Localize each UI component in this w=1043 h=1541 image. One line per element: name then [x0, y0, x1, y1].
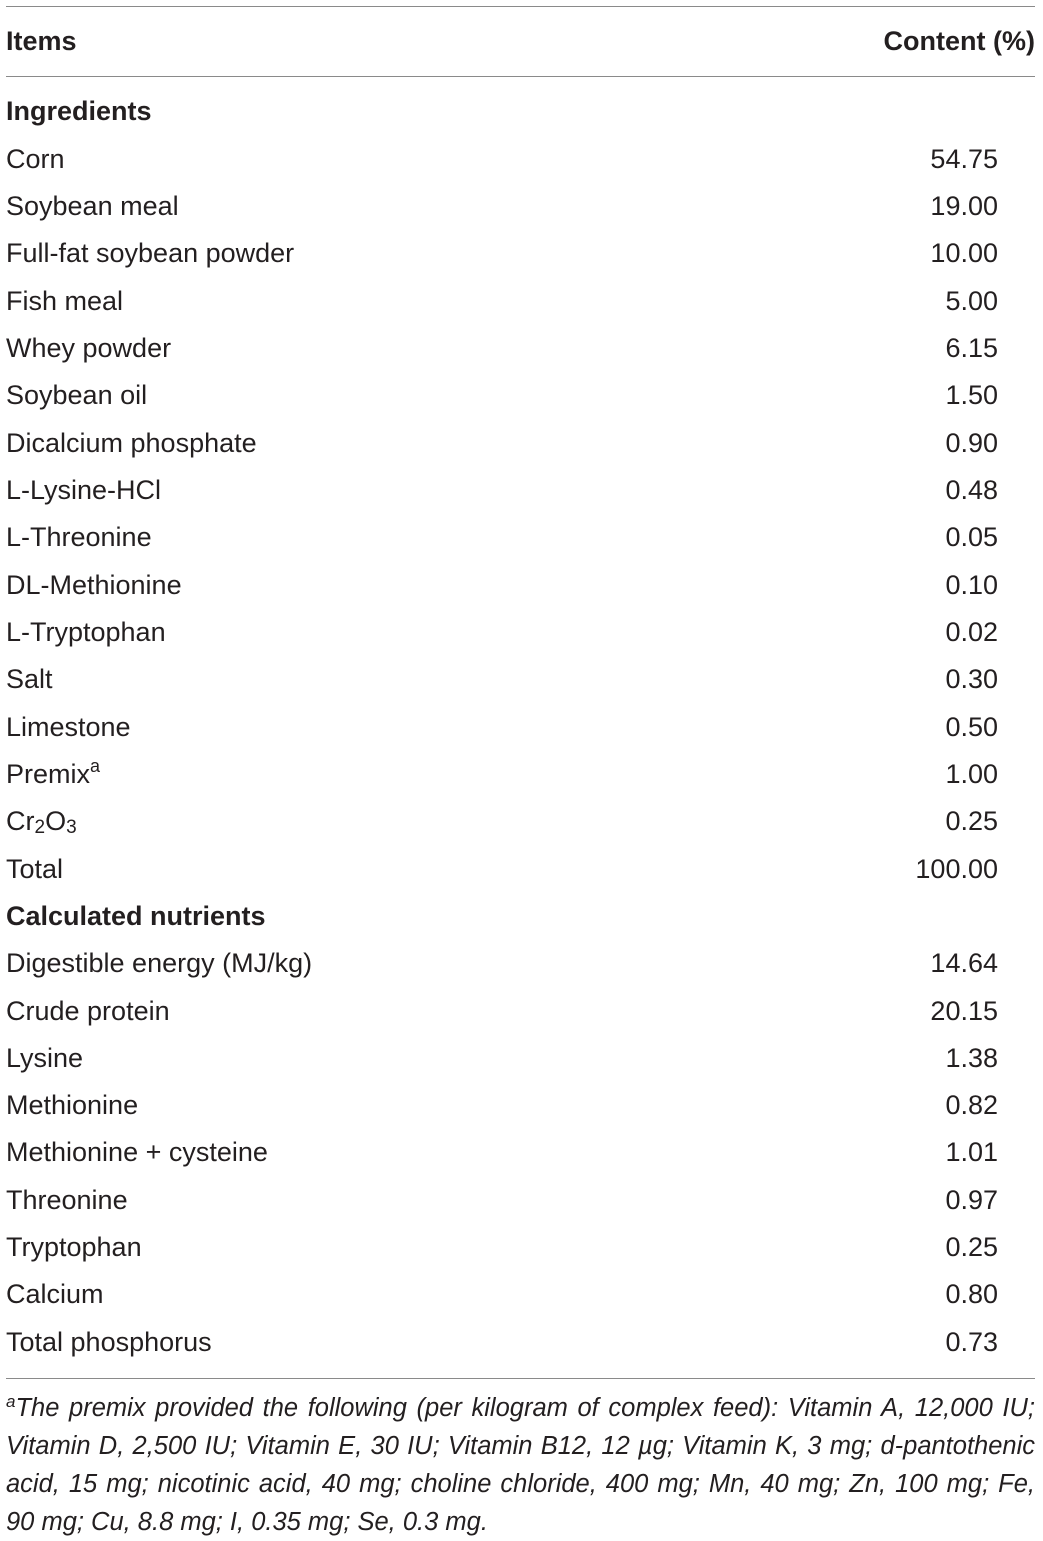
row-item: Salt [6, 664, 53, 694]
row-item: Methionine [6, 1090, 139, 1120]
table-top-rule [6, 6, 1035, 7]
header-rule [6, 76, 1035, 77]
footnote-marker: a [6, 1392, 16, 1411]
row-item: Limestone [6, 712, 131, 742]
row-item: Lysine [6, 1043, 84, 1073]
row-value: 5.00 [945, 286, 998, 316]
table-row [6, 325, 998, 372]
table-row [6, 704, 998, 751]
row-value: 0.25 [945, 806, 998, 836]
row-value: 0.10 [945, 570, 998, 600]
table-footnote [6, 1389, 1035, 1541]
row-item: Threonine [6, 1185, 128, 1215]
row-item: Full-fat soybean powder [6, 238, 295, 268]
row-item: Methionine + cysteine [6, 1137, 268, 1167]
row-item-text: Premix [6, 759, 91, 789]
table-row [6, 798, 998, 845]
footnote-text: The premix provided the following (per kilogram of complex feed): Vitamin A, 12,000 IU; Vitamin D, 2,500 IU; Vitamin E, 30 IU; Vitamin B12, 12 µg; Vitamin K, 3 mg; d-pantothenic acid, 15 mg; nicotinic acid, 40 mg; choline chloride, 400 mg; Mn, 40 mg; Zn, 100 mg; Fe, 90 mg; Cu, 8.8 mg; I, 0.35 mg; Se, 0.3 mg. [6, 1394, 1035, 1536]
row-value: 0.90 [945, 428, 998, 458]
row-value: 0.05 [945, 522, 998, 552]
row-value: 10.00 [930, 238, 998, 268]
table-row [6, 467, 998, 514]
footnote-marker: a [90, 756, 101, 776]
table-header [6, 18, 1035, 65]
formula-subscript: 3 [66, 817, 77, 838]
row-item: Tryptophan [6, 1232, 142, 1262]
row-item: Crude protein [6, 996, 170, 1026]
table-row [6, 562, 998, 609]
row-value: 0.82 [945, 1090, 998, 1120]
table-row [6, 1271, 998, 1318]
row-item: Total [6, 854, 64, 884]
row-item: Dicalcium phosphate [6, 428, 257, 458]
row-value: 0.30 [945, 664, 998, 694]
row-item: Digestible energy (MJ/kg) [6, 948, 313, 978]
row-value: 0.02 [945, 617, 998, 647]
table-row [6, 751, 998, 798]
row-value: 14.64 [930, 948, 998, 978]
section-title-calculated-nutrients: Calculated nutrients [6, 901, 266, 931]
row-value: 100.00 [915, 854, 998, 884]
header-items: Items [6, 26, 77, 56]
table-row [6, 514, 998, 561]
table-row [6, 846, 998, 893]
row-item: Fish meal [6, 286, 124, 316]
table-row [6, 1035, 998, 1082]
row-item [6, 751, 100, 798]
row-item: L-Threonine [6, 522, 152, 552]
row-item: Soybean meal [6, 191, 179, 221]
row-value: 20.15 [930, 996, 998, 1026]
row-value: 0.97 [945, 1185, 998, 1215]
table-row [6, 278, 998, 325]
row-item: DL-Methionine [6, 570, 182, 600]
row-item: Calcium [6, 1279, 104, 1309]
row-value: 54.75 [930, 144, 998, 174]
table-row [6, 1082, 998, 1129]
section-title-ingredients: Ingredients [6, 96, 152, 126]
row-value: 0.25 [945, 1232, 998, 1262]
row-value: 0.73 [945, 1327, 998, 1357]
table-row [6, 656, 998, 703]
table-row [6, 1319, 998, 1366]
table-row [6, 183, 998, 230]
table-row [6, 1177, 998, 1224]
table-row [6, 420, 998, 467]
table-row [6, 940, 998, 987]
row-value: 19.00 [930, 191, 998, 221]
row-value: 1.00 [945, 759, 998, 789]
table-bottom-rule [6, 1378, 1035, 1379]
table-row [6, 230, 998, 277]
row-item: Total phosphorus [6, 1327, 212, 1357]
row-item: Whey powder [6, 333, 172, 363]
row-value: 1.01 [945, 1137, 998, 1167]
formula-part: Cr [6, 806, 35, 836]
row-item: Soybean oil [6, 380, 148, 410]
formula-subscript: 2 [34, 817, 46, 838]
row-value: 0.48 [945, 475, 998, 505]
header-content: Content (%) [883, 26, 1035, 56]
table-row [6, 372, 998, 419]
row-item: L-Lysine-HCl [6, 475, 162, 505]
row-item: L-Tryptophan [6, 617, 166, 647]
row-value: 0.50 [945, 712, 998, 742]
table-row [6, 136, 998, 183]
table-row [6, 1129, 998, 1176]
table-row [6, 988, 998, 1035]
row-value: 0.80 [945, 1279, 998, 1309]
row-value: 1.38 [945, 1043, 998, 1073]
row-item: Corn [6, 144, 65, 174]
row-value: 1.50 [945, 380, 998, 410]
table-row [6, 1224, 998, 1271]
table-row [6, 609, 998, 656]
row-value: 6.15 [945, 333, 998, 363]
formula-part: O [45, 806, 67, 836]
row-item [6, 798, 77, 845]
